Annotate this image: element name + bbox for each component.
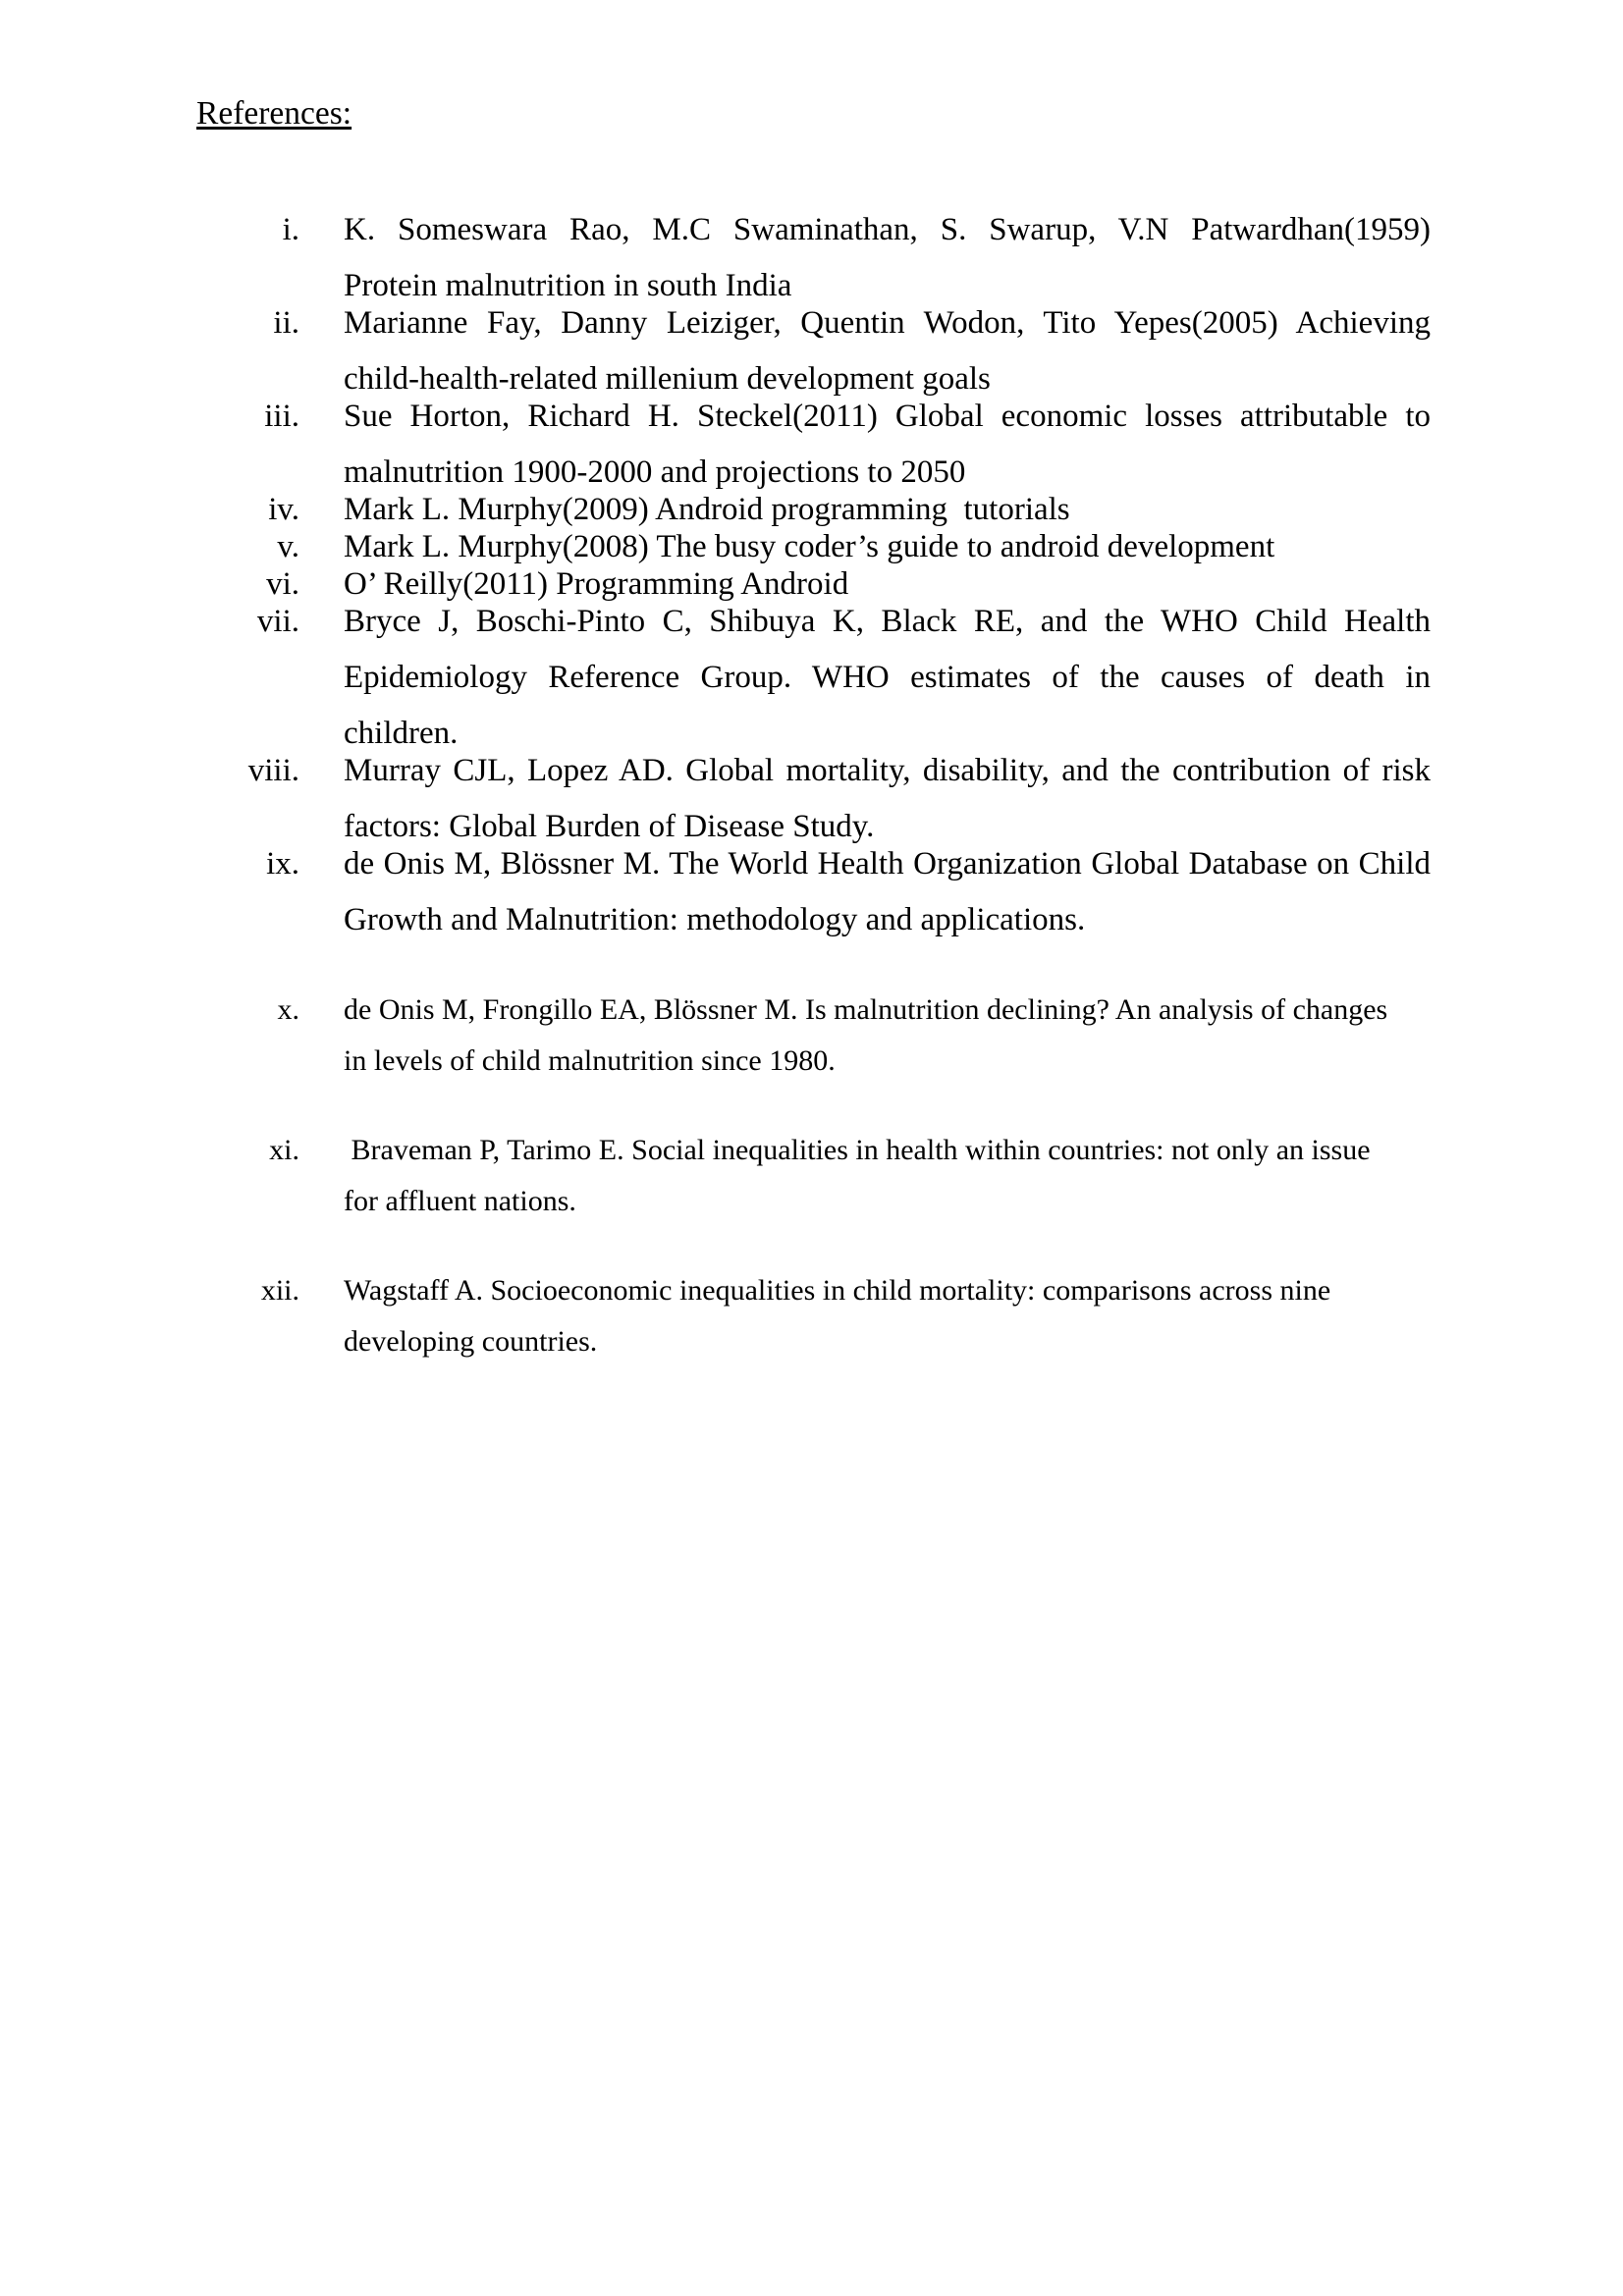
reference-line: de Onis M, Blössner M. The World Health Organization Global Database on Child	[344, 846, 1431, 881]
reference-line: for affluent nations.	[344, 1185, 576, 1217]
reference-body	[344, 985, 1431, 1087]
reference-body	[344, 1265, 1431, 1367]
reference-group-a	[0, 202, 1431, 948]
reference-item	[0, 1265, 1431, 1367]
reference-numeral: vii.	[256, 604, 299, 639]
reference-body	[344, 1125, 1431, 1227]
reference-line: Sue Horton, Richard H. Steckel(2011) Global economic losses attributable to	[344, 399, 1431, 434]
reference-line: factors: Global Burden of Disease Study.	[344, 809, 875, 844]
reference-numeral: ii.	[273, 305, 299, 341]
reference-body	[344, 594, 1431, 762]
reference-line: K. Someswara Rao, M.C Swaminathan, S. Swarup, V.N Patwardhan(1959)	[344, 212, 1431, 247]
reference-line: de Onis M, Frongillo EA, Blössner M. Is malnutrition declining? An analysis of changes	[344, 993, 1388, 1026]
reference-numeral: vi.	[266, 566, 299, 602]
reference-item	[0, 836, 1431, 948]
reference-line: Protein malnutrition in south India	[344, 268, 792, 303]
reference-line: Bryce J, Boschi-Pinto C, Shibuya K, Black RE, and the WHO Child Health	[344, 604, 1431, 639]
reference-line: child-health-related millenium development goals	[344, 361, 991, 397]
reference-numeral: v.	[277, 529, 299, 564]
reference-line: developing countries.	[344, 1325, 598, 1358]
reference-numeral: x.	[277, 993, 299, 1026]
reference-item	[0, 985, 1431, 1087]
reference-group-b	[0, 985, 1431, 1367]
reference-line: in levels of child malnutrition since 1980.	[344, 1044, 836, 1077]
reference-numeral: xi.	[269, 1134, 299, 1166]
reference-line: Murray CJL, Lopez AD. Global mortality, disability, and the contribution of risk	[344, 753, 1431, 788]
reference-numeral: xii.	[260, 1274, 299, 1307]
reference-line: Braveman P, Tarimo E. Social inequalities in health within countries: not only an issue	[344, 1134, 1371, 1166]
reference-item	[0, 594, 1431, 762]
references-heading: References:	[196, 95, 352, 132]
reference-numeral: ix.	[266, 846, 299, 881]
reference-numeral: iv.	[268, 492, 299, 527]
reference-line: Epidemiology Reference Group. WHO estimates of the causes of death in	[344, 660, 1431, 695]
reference-line: Growth and Malnutrition: methodology and applications.	[344, 902, 1086, 937]
reference-line: Mark L. Murphy(2008) The busy coder’s guide to android development	[344, 529, 1275, 564]
reference-line: children.	[344, 716, 459, 751]
reference-item	[0, 1125, 1431, 1227]
reference-line: O’ Reilly(2011) Programming Android	[344, 566, 849, 602]
reference-line: malnutrition 1900-2000 and projections to 2050	[344, 454, 966, 490]
reference-line: Mark L. Murphy(2009) Android programming tutorials	[344, 492, 1070, 527]
reference-numeral: viii.	[247, 753, 299, 788]
reference-line: Marianne Fay, Danny Leiziger, Quentin Wodon, Tito Yepes(2005) Achieving	[344, 305, 1431, 341]
reference-line: Wagstaff A. Socioeconomic inequalities in child mortality: comparisons across nine	[344, 1274, 1331, 1307]
reference-body	[344, 836, 1431, 948]
reference-numeral: i.	[282, 212, 299, 247]
reference-numeral: iii.	[264, 399, 299, 434]
